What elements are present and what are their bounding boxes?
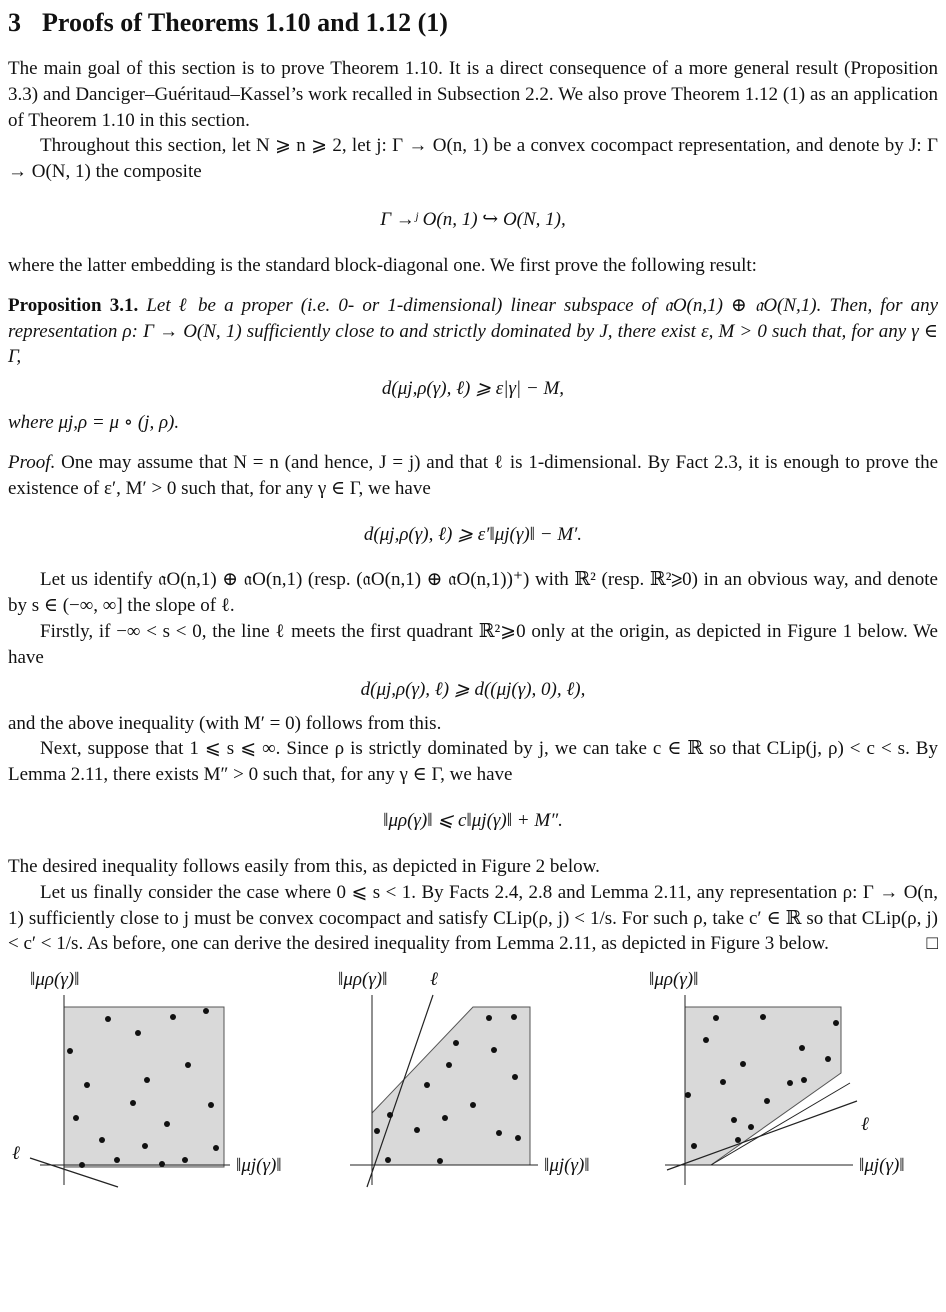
point	[135, 1030, 141, 1036]
section-title: Proofs of Theorems 1.10 and 1.12 (1)	[42, 8, 448, 37]
point	[164, 1121, 170, 1127]
paragraph-case2: Next, suppose that 1 ⩽ s ⩽ ∞. Since ρ is strictly dominated by j, we can take c ∈ ℝ so that CLip(j, ρ) < c < s. By Lemma 2.11, there exists M″ > 0 such that, for any γ ∈ Γ, we have	[8, 738, 938, 786]
paragraph-setup: Throughout this section, let N ⩾ n ⩾ 2, let j: Γ → O(n, 1) be a convex cocompact representation, and denote by J: Γ → O(N, 1) the composite	[8, 135, 938, 183]
point	[512, 1074, 518, 1080]
y-axis-label: ‖μρ(γ)‖	[338, 969, 388, 990]
point	[203, 1008, 209, 1014]
point	[825, 1056, 831, 1062]
x-axis-label: ‖μj(γ)‖	[544, 1155, 590, 1176]
x-axis-label: ‖μj(γ)‖	[236, 1155, 282, 1176]
point	[142, 1143, 148, 1149]
point	[385, 1157, 391, 1163]
point	[703, 1037, 709, 1043]
y-axis-label: ‖μρ(γ)‖	[30, 969, 80, 990]
point	[374, 1128, 380, 1134]
paragraph-case1-end: and the above inequality (with M′ = 0) follows from this.	[8, 712, 442, 734]
point	[496, 1130, 502, 1136]
proof-text: One may assume that N = n (and hence, J = j) and that ℓ is 1-dimensional. By Fact 2.3, it is enough to prove the existence of ε′, M′ > 0 such that, for any γ ∈ Γ, we have	[8, 451, 939, 499]
point	[84, 1082, 90, 1088]
proof-paragraph	[8, 450, 938, 502]
point	[453, 1040, 459, 1046]
point	[213, 1145, 219, 1151]
point	[833, 1020, 839, 1026]
point	[491, 1047, 497, 1053]
point	[79, 1162, 85, 1168]
point	[424, 1082, 430, 1088]
point	[99, 1137, 105, 1143]
point	[159, 1161, 165, 1167]
y-axis-label: ‖μρ(γ)‖	[649, 969, 699, 990]
x-axis-label: ‖μj(γ)‖	[859, 1155, 905, 1176]
equation-proposition: d(μj,ρ(γ), ℓ) ⩾ ε|γ| − M,	[381, 378, 565, 400]
figure-1	[0, 955, 310, 1312]
paragraph-case3-text: Let us finally consider the case where 0 ⩽ s < 1. By Facts 2.4, 2.8 and Lemma 2.11, any representation ρ: Γ → O(n, 1) sufficiently close to j must be convex cocompact and satisfy CLip(ρ, j) < 1/s. For such ρ, take c′ ∈ ℝ so that CLip(ρ, j) < c′ < 1/s. As before, one can derive the desired inequality from Lemma 2.11, as depicted in Figure 3 below.	[8, 881, 938, 955]
point	[685, 1092, 691, 1098]
paragraph-embedding: where the latter embedding is the standard block-diagonal one. We first prove the following result:	[8, 254, 757, 276]
point	[486, 1015, 492, 1021]
ell-label: ℓ	[861, 1114, 869, 1135]
point	[764, 1098, 770, 1104]
point	[470, 1102, 476, 1108]
point	[799, 1045, 805, 1051]
point	[144, 1077, 150, 1083]
figure-3	[625, 955, 946, 1312]
point	[67, 1048, 73, 1054]
dominated-region	[372, 1007, 530, 1165]
page	[8, 0, 938, 957]
point	[105, 1016, 111, 1022]
point	[720, 1079, 726, 1085]
point	[414, 1127, 420, 1133]
point	[691, 1143, 697, 1149]
paragraph-case1: Firstly, if −∞ < s < 0, the line ℓ meets the first quadrant ℝ²⩾0 only at the origin, as depicted in Figure 1 below. We have	[8, 621, 938, 668]
paragraph-identify: Let us identify 𝔞O(n,1) ⊕ 𝔞O(n,1) (resp. (𝔞O(n,1) ⊕ 𝔞O(n,1))⁺) with ℝ² (resp. ℝ²⩾0) in an obvious way, and denote by s ∈ (−∞, ∞] the slope of ℓ.	[8, 569, 938, 617]
proof-label: Proof.	[8, 451, 56, 473]
point	[446, 1062, 452, 1068]
point	[208, 1102, 214, 1108]
equation-case2: ‖μρ(γ)‖ ⩽ c‖μj(γ)‖ + M″.	[383, 810, 563, 832]
paragraph-case3	[8, 880, 938, 957]
section-heading	[8, 4, 938, 42]
point	[511, 1014, 517, 1020]
ell-label: ℓ	[430, 969, 438, 990]
point	[787, 1080, 793, 1086]
point	[760, 1014, 766, 1020]
point	[130, 1100, 136, 1106]
ell-label: ℓ	[12, 1143, 20, 1164]
point	[731, 1117, 737, 1123]
point	[801, 1077, 807, 1083]
point	[114, 1157, 120, 1163]
qed-symbol: □	[926, 933, 938, 955]
figures-row	[0, 955, 946, 1312]
equation-proof: d(μj,ρ(γ), ℓ) ⩾ ε′‖μj(γ)‖ − M′.	[363, 523, 583, 545]
point	[442, 1115, 448, 1121]
proposition-label: Proposition 3.1.	[8, 294, 139, 316]
proposition-3-1	[8, 293, 938, 370]
point	[182, 1157, 188, 1163]
point	[748, 1124, 754, 1130]
point	[185, 1062, 191, 1068]
equation-composite: Γ →ʲ O(n, 1) ↪ O(N, 1),	[380, 209, 566, 231]
point	[73, 1115, 79, 1121]
point	[740, 1061, 746, 1067]
point	[437, 1158, 443, 1164]
proposition-where: where μj,ρ = μ ∘ (j, ρ).	[8, 412, 180, 434]
point	[387, 1112, 393, 1118]
figure-2	[310, 955, 625, 1312]
point	[713, 1015, 719, 1021]
paragraph-intro: The main goal of this section is to prove Theorem 1.10. It is a direct consequence of a more general result (Proposition 3.3) and Danciger–Guéritaud–Kassel’s work recalled in Subsection 2.2. We also prove Theorem 1.12 (1) as an application of Theorem 1.10 in this section.	[8, 58, 938, 131]
proposition-text: Let ℓ be a proper (i.e. 0- or 1-dimensional) linear subspace of 𝔞O(n,1) ⊕ 𝔞O(N,1). Then, for any representation ρ: Γ → O(N, 1) sufficiently close to and strictly dominated by J, there exist ε, M > 0 such that, for any γ ∈ Γ,	[8, 294, 939, 368]
paragraph-case2-end: The desired inequality follows easily from this, as depicted in Figure 2 below.	[8, 855, 600, 877]
point	[515, 1135, 521, 1141]
point	[170, 1014, 176, 1020]
dominated-region	[685, 1007, 841, 1165]
equation-case1: d(μj,ρ(γ), ℓ) ⩾ d((μj(γ), 0), ℓ),	[360, 678, 586, 700]
section-number: 3	[8, 8, 21, 37]
point	[735, 1137, 741, 1143]
